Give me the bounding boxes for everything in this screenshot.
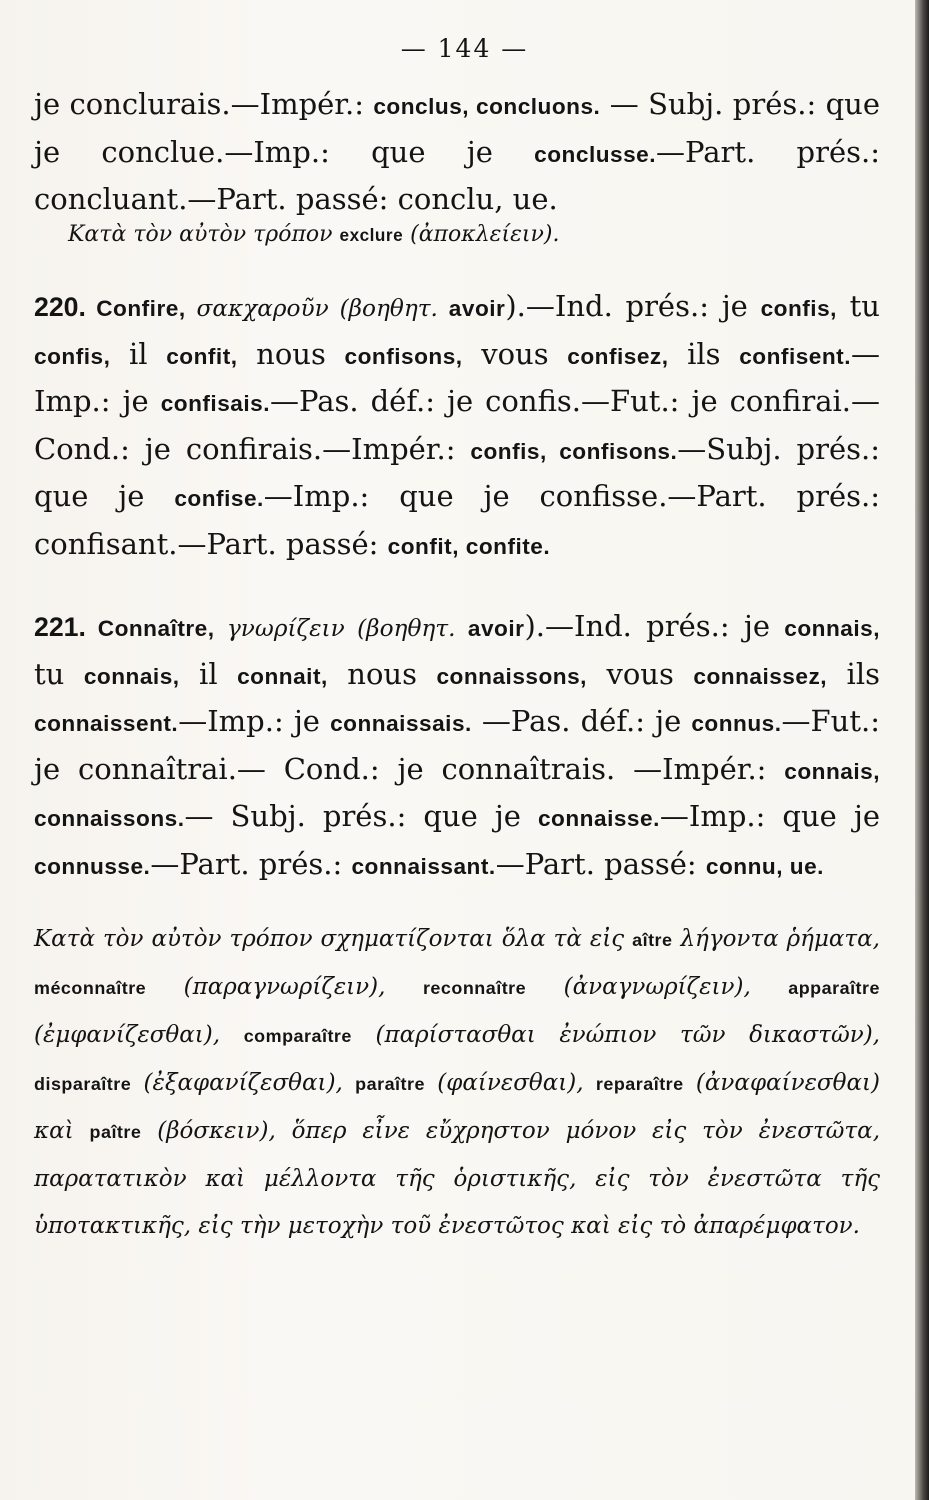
entry-number: 220.	[34, 292, 86, 322]
text-run: tu	[34, 656, 84, 691]
bold-form: confis, confisons.	[470, 438, 678, 464]
text-run: vous	[462, 336, 568, 371]
entry-221-connaitre	[34, 604, 880, 889]
bold-form: confisais.	[160, 391, 270, 416]
bold-form: apparaître	[788, 978, 880, 998]
greek-text: (παραγνωρίζειν),	[146, 974, 423, 1000]
bold-form: confit, confite.	[387, 533, 551, 559]
text-run: ).—Ind. prés.: je	[505, 289, 761, 323]
text-run: — Subj. prés.: que je conclue.—Imp.: que je	[34, 87, 880, 169]
text-run: tu	[836, 289, 880, 323]
entry-headword: Connaître,	[85, 616, 215, 641]
greek-text: (παρίστασθαι ἐνώπιον τῶν δικαστῶν),	[351, 1022, 880, 1048]
greek-text: (ἀποκλείειν).	[403, 222, 560, 247]
entry-220-confire	[34, 284, 880, 569]
greek-text: (ἐξαφανίζεσθαι),	[131, 1070, 356, 1096]
bold-form: avoir	[448, 296, 506, 321]
greek-gloss: γνωρίζειν	[214, 615, 358, 642]
bold-form: connais,	[784, 616, 880, 641]
text-run: —Part. prés.:	[150, 846, 352, 881]
greek-text: (φαίνεσθαι),	[424, 1070, 596, 1096]
entry-headword: Confire,	[85, 296, 186, 321]
bold-form: confisez,	[567, 343, 669, 369]
greek-text: Κατὰ τὸν αὐτὸν τρόπον	[68, 222, 340, 247]
bold-form: avoir	[467, 616, 525, 641]
greek-gloss: σακχαροῦν	[185, 295, 340, 322]
bold-form: connait,	[237, 663, 328, 689]
bold-form: aître	[632, 930, 673, 950]
text-run: il	[110, 336, 167, 371]
text-run: nous	[327, 656, 437, 691]
bold-form: exclure	[339, 225, 404, 245]
greek-summary-paragraph	[34, 916, 880, 1250]
page-number: — 144 —	[400, 34, 529, 63]
bold-form: connaissons,	[436, 663, 587, 689]
conclure-continuation	[34, 82, 880, 222]
bold-form: confisent.	[739, 343, 851, 369]
text-run: je conclurais.—Impér.:	[34, 87, 374, 121]
page-gutter-shadow	[915, 0, 929, 1500]
greek-gloss: (βοηθητ.	[339, 295, 449, 322]
text-run: —Part. prés.: concluant.—Part. passé: conclu, ue.	[34, 134, 880, 216]
text-run: —Imp.: que je	[659, 799, 880, 833]
bold-form: connaissez,	[693, 663, 828, 689]
bold-form: paître	[89, 1122, 142, 1142]
text-run: —Imp.: que je confisse.—Part. prés.: confisant.—Part. passé:	[34, 479, 881, 561]
bold-form: connaissais.	[330, 711, 472, 736]
greek-text: (βόσκειν), ὅπερ εἶνε εὔχρηστον μόνον εἰς τὸν ἐνεστῶτα, παρατατικὸν καὶ μέλλοντα τῆς ὁριστικῆς, εἰς τὸν ἐνεστῶτα τῆς ὑποτακτικῆς, εἰς τὴν μετοχὴν τοῦ ἐνεστῶτος καὶ εἰς τὸ ἀπαρέμφατον.	[34, 1118, 881, 1239]
bold-form: connaissant.	[351, 853, 496, 879]
text-run: il	[179, 656, 238, 691]
text-run: ils	[827, 656, 880, 691]
greek-text: Κατὰ τὸν αὐτὸν τρόπον σχηματίζονται ὅλα τὰ εἰς	[34, 926, 633, 952]
bold-form: connais, connaissons.	[34, 758, 880, 831]
text-run: — Subj. prés.: que je	[184, 799, 538, 833]
text-run: ).—Ind. prés.: je	[524, 609, 785, 643]
bold-form: connaissent.	[34, 711, 179, 736]
greek-text: λήγοντα ῥήματα,	[672, 926, 880, 952]
bold-form: connus.	[691, 711, 782, 736]
bold-form: reparaître	[595, 1074, 684, 1094]
text-run: —Pas. déf.: je	[471, 704, 692, 738]
text-run: —Pas. déf.: je confis.—Fut.: je confirai.—Cond.: je confirais.—Impér.:	[34, 384, 880, 466]
greek-text: (ἀναφαίνεσθαι) καὶ	[34, 1070, 880, 1144]
bold-form: paraître	[355, 1074, 425, 1094]
bold-form: confis,	[760, 296, 837, 321]
text-run: ils	[668, 336, 740, 371]
text-run: —Fut.: je connaîtrai.— Cond.: je connaîtrais. —Impér.:	[34, 704, 880, 786]
bold-form: conclusse.	[534, 141, 657, 167]
exclure-note	[68, 220, 880, 250]
bold-form: connaisse.	[537, 806, 660, 831]
bold-form: confis,	[34, 343, 111, 369]
greek-text: (ἀναγνωρίζειν),	[526, 974, 789, 1000]
bold-form: confit,	[166, 343, 238, 369]
bold-form: confise.	[174, 486, 264, 511]
bold-form: disparaître	[34, 1074, 132, 1094]
bold-form: connu, ue.	[705, 853, 824, 879]
text-run: nous	[237, 336, 345, 371]
text-run: —Part. passé:	[495, 846, 706, 881]
text-run: —Subj. prés.: que je	[34, 431, 880, 513]
bold-form: connais,	[83, 663, 180, 689]
bold-form: confisons,	[344, 343, 463, 369]
greek-text: (ἐμφανίζεσθαι),	[34, 1022, 244, 1048]
bold-form: méconnaître	[34, 978, 147, 998]
greek-gloss: (βοηθητ.	[357, 615, 468, 642]
text-run: —Imp.: je	[178, 704, 331, 738]
text-run: —Imp.: je	[34, 336, 880, 418]
bold-form: connusse.	[34, 853, 151, 879]
bold-form: conclus, concluons.	[373, 94, 601, 119]
text-run: vous	[586, 656, 694, 691]
entry-number: 221.	[34, 612, 86, 642]
bold-form: comparaître	[243, 1026, 352, 1046]
bold-form: reconnaître	[422, 978, 527, 998]
